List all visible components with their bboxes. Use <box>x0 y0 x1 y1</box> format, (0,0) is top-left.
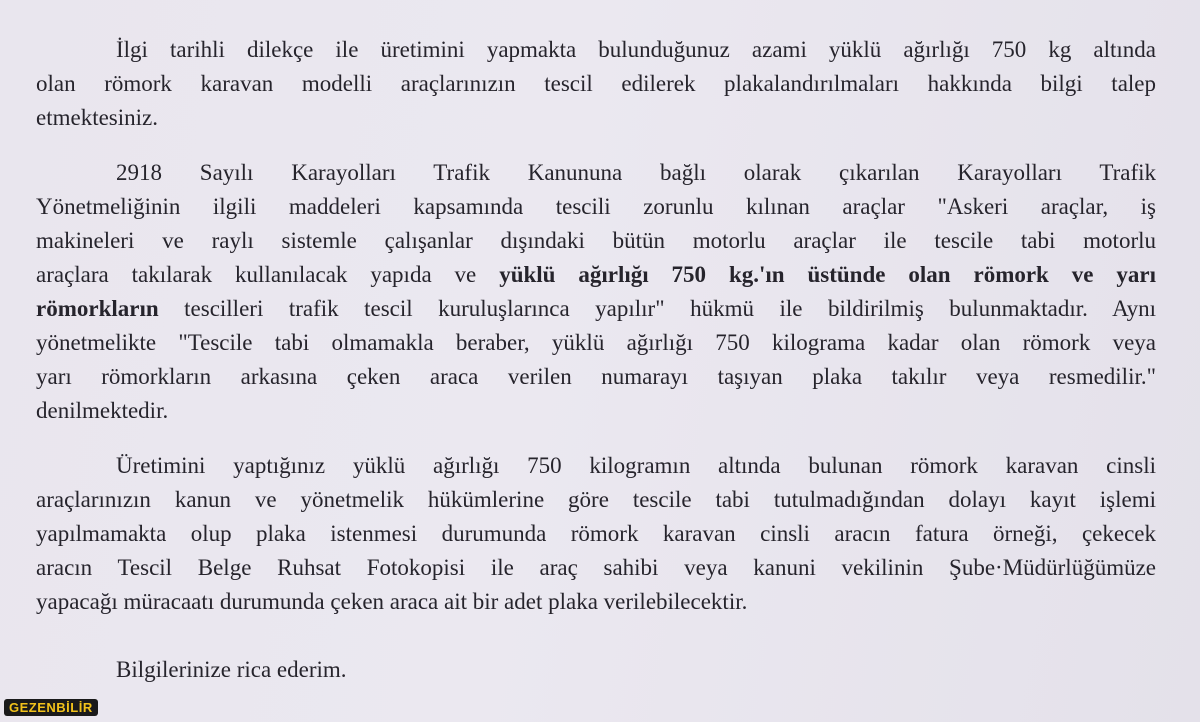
paragraph-line: denilmektedir. <box>36 398 169 423</box>
paragraph-line: araçlarınızın kanun ve yönetmelik hükümlerine göre tescile tabi tutulmadığından dolayı kayıt işlemi <box>36 487 1156 512</box>
site-watermark: GEZENBİLİR <box>4 699 98 716</box>
paragraph-line: İlgi tarihli dilekçe ile üretimini yapmakta bulunduğunuz azami yüklü ağırlığı 750 kg altında <box>116 37 1156 62</box>
closing-text: Bilgilerinize rica ederim. <box>116 657 347 682</box>
paragraph-line: makineleri ve raylı sistemle çalışanlar dışındaki bütün motorlu araçlar ile tescile tabi motorlu <box>36 228 1156 253</box>
paragraph-line: etmektesiniz. <box>36 105 158 130</box>
line-normal-text: tescilleri trafik tescil kuruluşlarınca yapılır" hükmü ile bildirilmiş bulunmaktadır. Aynı <box>158 296 1156 321</box>
paragraph-line: 2918 Sayılı Karayolları Trafik Kanununa bağlı olarak çıkarılan Karayolları Trafik <box>116 160 1156 185</box>
paragraph-line: aracın Tescil Belge Ruhsat Fotokopisi ile araç sahibi veya kanuni vekilinin Şube·Müdürlüğümüze <box>36 555 1156 580</box>
paragraph-line: olan römork karavan modelli araçlarınızın tescil edilerek plakalandırılmaları hakkında bilgi talep <box>36 71 1156 96</box>
paragraph-line <box>36 258 1156 292</box>
paragraph-line: yapacağı müracaatı durumunda çeken araca ait bir adet plaka verilebilecektir. <box>36 589 748 614</box>
closing-line <box>36 653 1156 687</box>
paragraph-line: yarı römorkların arkasına çeken araca verilen numarayı taşıyan plaka takılır veya resmedilir." <box>36 364 1156 389</box>
paragraph-line: yapılmamakta olup plaka istenmesi durumunda römork karavan cinsli aracın fatura örneği, çekecek <box>36 521 1156 546</box>
paragraph-line <box>36 292 1156 326</box>
paragraph-line: Yönetmeliğinin ilgili maddeleri kapsamında tescili zorunlu kılınan araçlar "Askeri araçlar, iş <box>36 194 1156 219</box>
paragraph-regulation-quote <box>36 156 1156 428</box>
line-normal-text: araçlara takılarak kullanılacak yapıda ve <box>36 262 500 287</box>
emphasized-text: römorkların <box>36 296 159 321</box>
paragraph-conclusion <box>36 449 1156 619</box>
paragraph-line: Üretimini yaptığınız yüklü ağırlığı 750 kilogramın altında bulunan römork karavan cinsli <box>116 453 1156 478</box>
emphasized-text: yüklü ağırlığı 750 kg.'ın üstünde olan römork ve yarı <box>499 262 1156 287</box>
paragraph-line: yönetmelikte "Tescile tabi olmamakla beraber, yüklü ağırlığı 750 kilograma kadar olan römork veya <box>36 330 1156 355</box>
paragraph-request-summary <box>36 33 1156 135</box>
